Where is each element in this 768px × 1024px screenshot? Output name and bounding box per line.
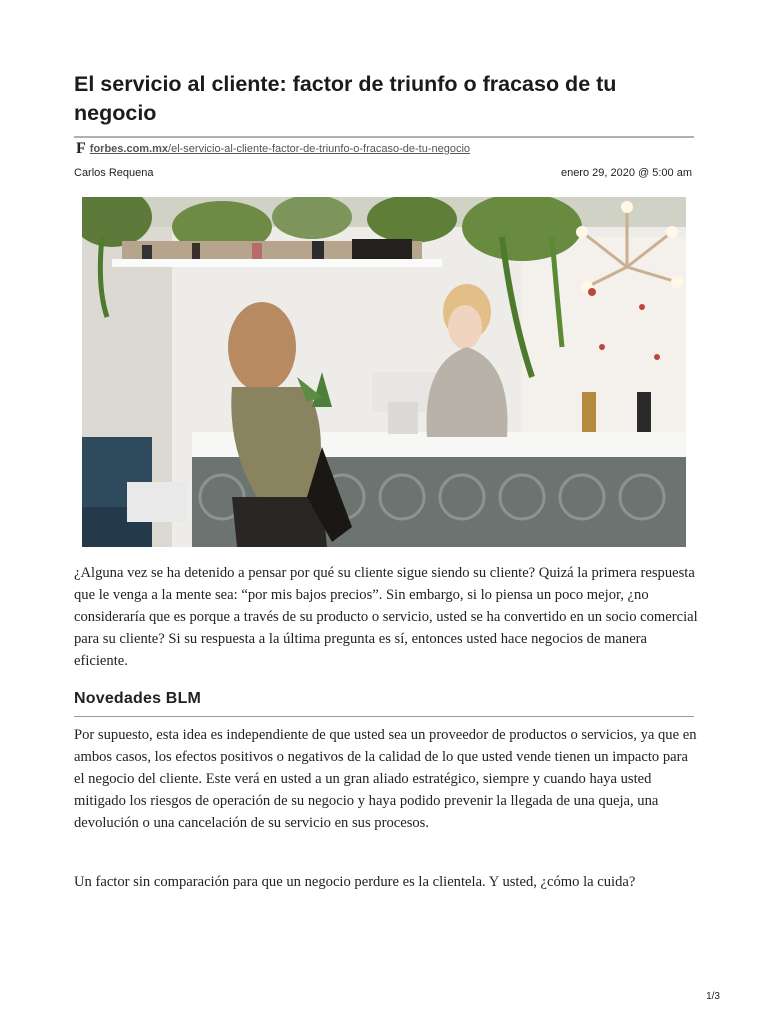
section-heading: Novedades BLM [74,690,202,707]
article-title: El servicio al cliente: factor de triunfo o fracaso de tu negocio [74,72,617,125]
title-divider [74,136,694,138]
article-paragraph: Por supuesto, esta idea es independiente de que usted sea un proveedor de productos o servicios, ya que en ambos casos, los efectos positivos o negativos de la calidad de lo que usted vende tienen un impacto para el negocio del cliente. Este verá en usted a un gran aliado estratégico, siempre y cuando haya usted mitigado los riesgos de operación de su negocio y haya podido prevenir la llegada de una queja, una devolución o una cancelación de su servicio en sus procesos. [74,727,697,831]
article-photo [82,197,686,547]
page-number: 1/3 [706,991,720,1002]
source-path: /el-servicio-al-cliente-factor-de-triunfo-o-fracaso-de-tu-negocio [168,143,471,155]
author-name: Carlos Requena [74,167,154,179]
forbes-logo-icon: F [76,140,86,157]
article-paragraph: ¿Alguna vez se ha detenido a pensar por qué su cliente sigue siendo su cliente? Quizá la primera respuesta que le venga a la mente sea: “por mis bajos precios”. Sin embargo, si lo piensa un poco mejor, ¿no consideraría que es porque a través de su producto o servicio, usted se ha convertido en un socio comercial para su cliente? Si su respuesta a la última pregunta es sí, entonces usted hace negocios de manera eficiente. [74,565,698,669]
source-domain: forbes.com.mx [89,143,169,155]
source-link[interactable] [90,143,470,155]
article-paragraph: Un factor sin comparación para que un negocio perdure es la clientela. Y usted, ¿cómo la cuida? [74,874,636,890]
section-divider [74,716,694,717]
publish-date: enero 29, 2020 @ 5:00 am [560,167,692,179]
source-line [76,140,470,158]
